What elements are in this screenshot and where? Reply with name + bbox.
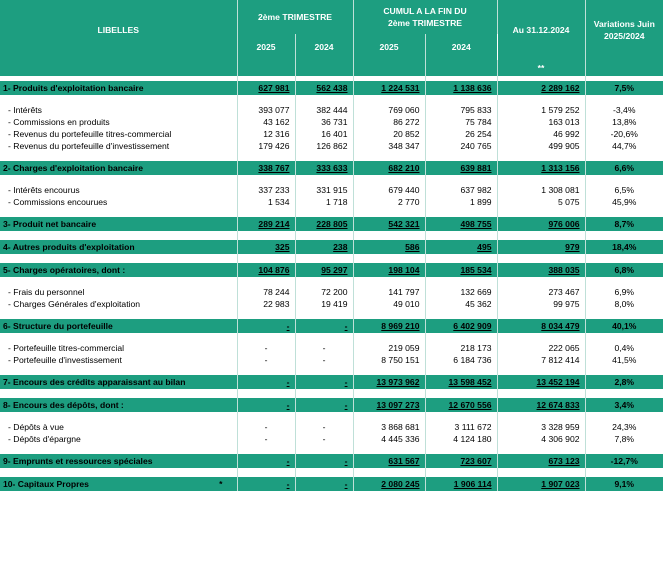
cell-t2025: - <box>286 400 290 410</box>
cell-var: 8,7% <box>585 217 663 231</box>
cell-au: 163 013 <box>497 116 585 128</box>
cell-c2024: 3 111 672 <box>425 421 497 433</box>
cell-t2025: 627 981 <box>258 83 290 93</box>
row-label: - Commissions encourues <box>0 196 237 208</box>
cell-c2025: 219 059 <box>353 342 425 354</box>
cell-au: 99 975 <box>497 298 585 310</box>
cell-var: 13,8% <box>612 117 637 127</box>
cell-c2025: 8 750 151 <box>353 354 425 366</box>
cell-var: 0,4% <box>614 343 635 353</box>
cell-au: 3 328 959 <box>497 421 585 433</box>
cell-var: -20,6% <box>610 129 638 139</box>
cell-c2024: 218 173 <box>425 342 497 354</box>
cell-t2024: - <box>344 456 348 466</box>
item-row <box>0 128 663 140</box>
section-row-7 <box>0 375 663 389</box>
cell-var: 3,4% <box>585 398 663 412</box>
cell-var: 9,1% <box>585 477 663 491</box>
cell-t2025: 43 162 <box>237 116 295 128</box>
cell-var: -3,4% <box>613 105 636 115</box>
cell-au: 273 467 <box>497 286 585 298</box>
row-label: 5- Charges opératoires, dont : <box>0 263 237 277</box>
cell-c2025: 86 272 <box>353 116 425 128</box>
cell-t2025: - <box>237 421 295 433</box>
row-label: - Dépôts d'épargne <box>0 433 237 445</box>
cell-t2024: 333 633 <box>316 163 348 173</box>
cell-c2025: 682 210 <box>388 163 420 173</box>
cell-t2024: 72 200 <box>295 286 353 298</box>
cell-c2024: 240 765 <box>425 140 497 152</box>
cell-au: 1 313 156 <box>541 163 580 173</box>
cell-c2024: 132 669 <box>425 286 497 298</box>
cell-c2025: 1 224 531 <box>381 83 420 93</box>
row-label: 3- Produit net bancaire <box>0 217 237 231</box>
row-label: 2- Charges d'exploitation bancaire <box>0 161 237 175</box>
cell-c2025: 631 567 <box>388 456 420 466</box>
row-label: 10- Capitaux Propres <box>3 479 89 489</box>
cell-c2025: 2 770 <box>353 196 425 208</box>
cell-var: 7,5% <box>585 81 663 95</box>
item-row <box>0 342 663 354</box>
cell-c2024: 498 755 <box>460 219 492 229</box>
cell-t2024: 331 915 <box>295 184 353 196</box>
cell-au: 1 308 081 <box>497 184 585 196</box>
cell-t2025: - <box>286 321 290 331</box>
cell-t2025: 179 426 <box>237 140 295 152</box>
row-label: 7- Encours des crédits apparaissant au bilan <box>0 375 237 389</box>
cell-t2025: 337 233 <box>237 184 295 196</box>
cell-t2024: - <box>344 377 348 387</box>
cell-t2025: - <box>237 342 295 354</box>
cell-var: 44,7% <box>612 141 637 151</box>
cell-au: 499 905 <box>497 140 585 152</box>
row-label: - Portefeuille titres-commercial <box>0 342 237 354</box>
cell-c2025: 141 797 <box>353 286 425 298</box>
section-row-2 <box>0 161 663 175</box>
cell-t2024: 95 297 <box>321 265 348 275</box>
item-row <box>0 196 663 208</box>
cell-c2024: 26 254 <box>425 128 497 140</box>
cell-c2025: 2 080 245 <box>381 479 420 489</box>
section-row-5 <box>0 263 663 277</box>
cell-t2025: 338 767 <box>258 163 290 173</box>
cell-au: 976 006 <box>548 219 580 229</box>
cell-au: 13 452 194 <box>536 377 580 387</box>
cell-c2025: 13 097 273 <box>376 400 420 410</box>
section-row-8 <box>0 398 663 412</box>
cell-c2025: 769 060 <box>353 104 425 116</box>
cell-au: 46 992 <box>497 128 585 140</box>
cell-t2024: - <box>344 479 348 489</box>
header-note: ** <box>497 60 585 76</box>
cell-c2025: 348 347 <box>353 140 425 152</box>
cell-c2025: 20 852 <box>353 128 425 140</box>
cell-c2025: 198 104 <box>388 265 420 275</box>
header-au-31-12-2024: Au 31.12.2024 <box>497 0 585 60</box>
cell-c2024: 723 607 <box>460 456 492 466</box>
cell-var: 6,9% <box>614 287 635 297</box>
cell-t2024: 126 862 <box>295 140 353 152</box>
row-label: - Frais du personnel <box>0 286 237 298</box>
cell-au: 7 812 414 <box>497 354 585 366</box>
cell-c2024: 1 138 636 <box>453 83 492 93</box>
row-label: - Revenus du portefeuille titres-commercial <box>0 128 237 140</box>
cell-t2024: 238 <box>333 242 348 252</box>
cell-au: 8 034 479 <box>541 321 580 331</box>
cell-c2024: 12 670 556 <box>448 400 492 410</box>
cell-au: 979 <box>565 242 580 252</box>
cell-t2024: - <box>344 321 348 331</box>
cell-c2024: 4 124 180 <box>425 433 497 445</box>
cell-t2024: 36 731 <box>295 116 353 128</box>
cell-var: 6,6% <box>585 161 663 175</box>
cell-t2024: - <box>295 354 353 366</box>
cell-c2024: 637 982 <box>425 184 497 196</box>
item-row <box>0 104 663 116</box>
cell-var: 18,4% <box>585 240 663 254</box>
cell-au: 388 035 <box>548 265 580 275</box>
cell-au: 12 674 833 <box>536 400 580 410</box>
header-libelles: LIBELLES <box>0 0 237 60</box>
row-label: 6- Structure du portefeuille <box>0 319 237 333</box>
cell-c2024: 495 <box>477 242 492 252</box>
cell-t2024: - <box>295 342 353 354</box>
row-label: 1- Produits d'exploitation bancaire <box>0 81 237 95</box>
cell-t2024: 228 805 <box>316 219 348 229</box>
cell-t2024: 19 419 <box>295 298 353 310</box>
cell-var: 41,5% <box>612 355 637 365</box>
cell-au: 5 075 <box>497 196 585 208</box>
cell-var: -12,7% <box>585 454 663 468</box>
section-row-9 <box>0 454 663 468</box>
cell-t2025: 22 983 <box>237 298 295 310</box>
cell-t2025: - <box>286 479 290 489</box>
cell-t2025: - <box>286 456 290 466</box>
cell-c2024: 1 906 114 <box>453 479 492 489</box>
header-trimestre-2025: 2025 <box>237 34 295 60</box>
cell-c2024: 75 784 <box>425 116 497 128</box>
section-row-6 <box>0 319 663 333</box>
section-row-1 <box>0 81 663 95</box>
cell-c2024: 6 184 736 <box>425 354 497 366</box>
cell-au: 673 123 <box>548 456 580 466</box>
item-row <box>0 286 663 298</box>
row-label: - Dépôts à vue <box>0 421 237 433</box>
footnote-star: * <box>219 479 223 489</box>
cell-t2025: 289 214 <box>258 219 290 229</box>
header-variations: Variations Juin 2025/2024 <box>585 0 663 60</box>
cell-c2024: 13 598 452 <box>448 377 492 387</box>
header-cumul: CUMUL A LA FIN DU 2ème TRIMESTRE <box>353 0 497 34</box>
section-row-10 <box>0 477 663 491</box>
row-label: 8- Encours des dépôts, dont : <box>0 398 237 412</box>
cell-au: 1 907 023 <box>541 479 580 489</box>
cell-c2025: 13 973 962 <box>376 377 420 387</box>
item-row <box>0 298 663 310</box>
cell-c2025: 586 <box>405 242 420 252</box>
cell-t2025: 393 077 <box>237 104 295 116</box>
item-row <box>0 140 663 152</box>
item-row <box>0 354 663 366</box>
cell-c2025: 4 445 336 <box>353 433 425 445</box>
cell-var: 2,8% <box>585 375 663 389</box>
cell-au: 1 579 252 <box>497 104 585 116</box>
cell-t2024: - <box>344 400 348 410</box>
cell-t2025: 12 316 <box>237 128 295 140</box>
cell-t2025: - <box>286 377 290 387</box>
header-trimestre: 2ème TRIMESTRE <box>237 0 353 34</box>
cell-t2025: 104 876 <box>258 265 290 275</box>
cell-t2024: - <box>295 421 353 433</box>
cell-c2025: 679 440 <box>353 184 425 196</box>
row-label: - Intérêts <box>0 104 237 116</box>
cell-var: 45,9% <box>612 197 637 207</box>
cell-c2025: 3 868 681 <box>353 421 425 433</box>
item-row <box>0 184 663 196</box>
row-label: 9- Emprunts et ressources spéciales <box>0 454 237 468</box>
cell-var: 6,8% <box>585 263 663 277</box>
cell-au: 222 065 <box>497 342 585 354</box>
item-row <box>0 433 663 445</box>
cell-var: 6,5% <box>614 185 635 195</box>
cell-var: 24,3% <box>612 422 637 432</box>
cell-c2024: 185 534 <box>460 265 492 275</box>
cell-var: 8,0% <box>614 299 635 309</box>
row-label: - Portefeuille d'investissement <box>0 354 237 366</box>
cell-t2025: 325 <box>275 242 290 252</box>
section-row-3 <box>0 217 663 231</box>
row-label: - Intérêts encourus <box>0 184 237 196</box>
row-label: - Commissions en produits <box>0 116 237 128</box>
cell-c2025: 542 321 <box>388 219 420 229</box>
row-label: - Charges Générales d'exploitation <box>0 298 237 310</box>
cell-t2024: 562 438 <box>316 83 348 93</box>
header-trimestre-2024: 2024 <box>295 34 353 60</box>
header-cumul-2025: 2025 <box>353 34 425 60</box>
cell-c2024: 639 881 <box>460 163 492 173</box>
cell-au: 2 289 162 <box>541 83 580 93</box>
cell-c2024: 45 362 <box>425 298 497 310</box>
cell-t2025: - <box>237 433 295 445</box>
cell-var: 40,1% <box>585 319 663 333</box>
header-cumul-2024: 2024 <box>425 34 497 60</box>
cell-t2024: - <box>295 433 353 445</box>
section-row-4 <box>0 240 663 254</box>
cell-t2025: 78 244 <box>237 286 295 298</box>
row-label: 4- Autres produits d'exploitation <box>0 240 237 254</box>
cell-t2024: 1 718 <box>295 196 353 208</box>
cell-c2024: 795 833 <box>425 104 497 116</box>
cell-c2024: 6 402 909 <box>453 321 492 331</box>
cell-c2025: 8 969 210 <box>381 321 420 331</box>
cell-au: 4 306 902 <box>497 433 585 445</box>
item-row <box>0 116 663 128</box>
cell-t2025: 1 534 <box>237 196 295 208</box>
cell-t2025: - <box>237 354 295 366</box>
cell-var: 7,8% <box>614 434 635 444</box>
cell-c2024: 1 899 <box>425 196 497 208</box>
cell-t2024: 16 401 <box>295 128 353 140</box>
cell-c2025: 49 010 <box>353 298 425 310</box>
item-row <box>0 421 663 433</box>
cell-t2024: 382 444 <box>295 104 353 116</box>
row-label: - Revenus du portefeuille d'investissement <box>0 140 237 152</box>
